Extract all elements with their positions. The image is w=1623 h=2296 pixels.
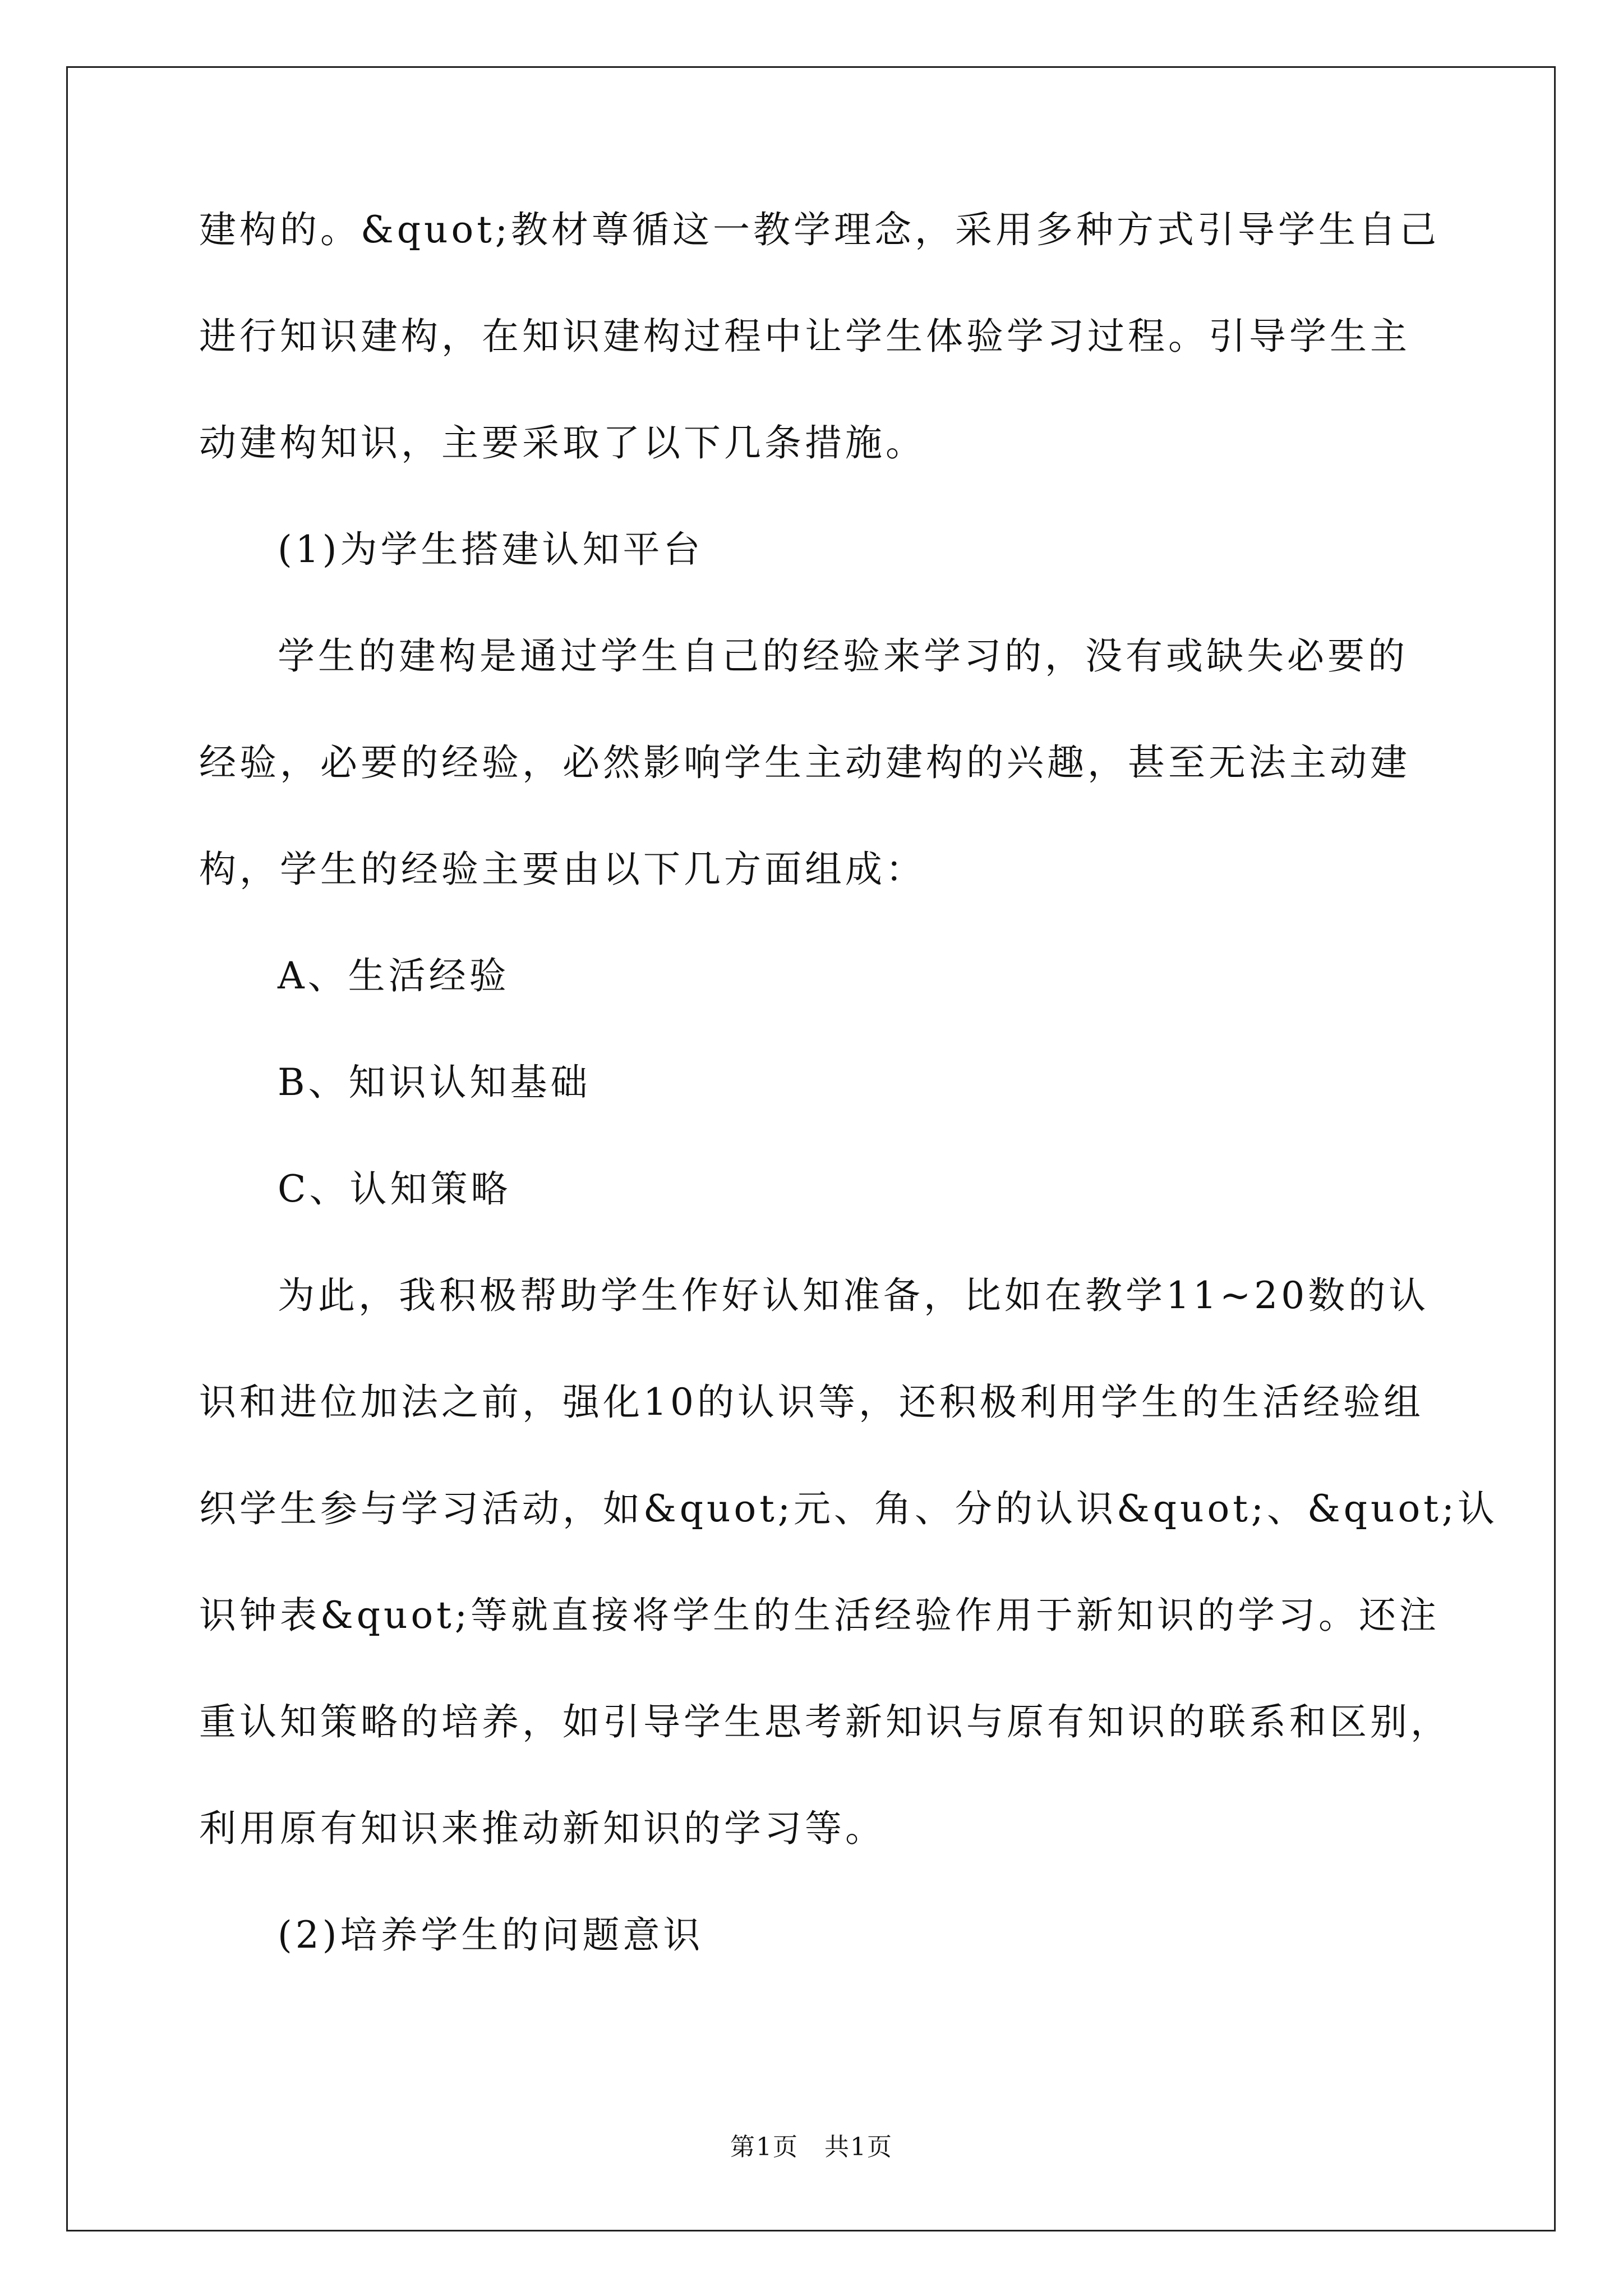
section-heading-2: (2)培养学生的问题意识 [278,1913,704,1957]
text-line-2: 进行知识建构，在知识建构过程中让学生体验学习过程。引导学生主 [199,315,1410,358]
list-item-a: A、生活经验 [278,954,510,997]
text-line-14: 识钟表&quot;等就直接将学生的生活经验作用于新知识的学习。还注 [199,1594,1440,1637]
text-line-12: 识和进位加法之前，强化10的认识等，还积极利用学生的生活经验组 [199,1381,1424,1424]
list-item-c: C、认知策略 [278,1167,511,1211]
text-line-16: 利用原有知识来推动新知识的学习等。 [199,1807,886,1850]
text-line-1: 建构的。&quot;教材尊循这一教学理念，采用多种方式引导学生自己 [199,208,1440,251]
section-heading-1: (1)为学生搭建认知平台 [278,528,704,571]
page-border [66,66,1556,2231]
text-line-5: 学生的建构是通过学生自己的经验来学习的，没有或缺失必要的 [278,634,1408,678]
text-line-15: 重认知策略的培养，如引导学生思考新知识与原有知识的联系和区别， [199,1700,1451,1743]
text-line-11: 为此，我积极帮助学生作好认知准备，比如在教学11~20数的认 [278,1274,1430,1317]
text-line-13: 织学生参与学习活动，如&quot;元、角、分的认识&quot;、&quot;认 [199,1487,1498,1530]
page-number-footer: 第1页 共1页 [730,2133,893,2161]
list-item-b: B、知识认知基础 [278,1061,591,1104]
text-line-6: 经验，必要的经验，必然影响学生主动建构的兴趣，甚至无法主动建 [199,741,1410,784]
text-line-7: 构，学生的经验主要由以下几方面组成： [199,848,926,891]
text-line-3: 动建构知识，主要采取了以下几条措施。 [199,421,926,464]
